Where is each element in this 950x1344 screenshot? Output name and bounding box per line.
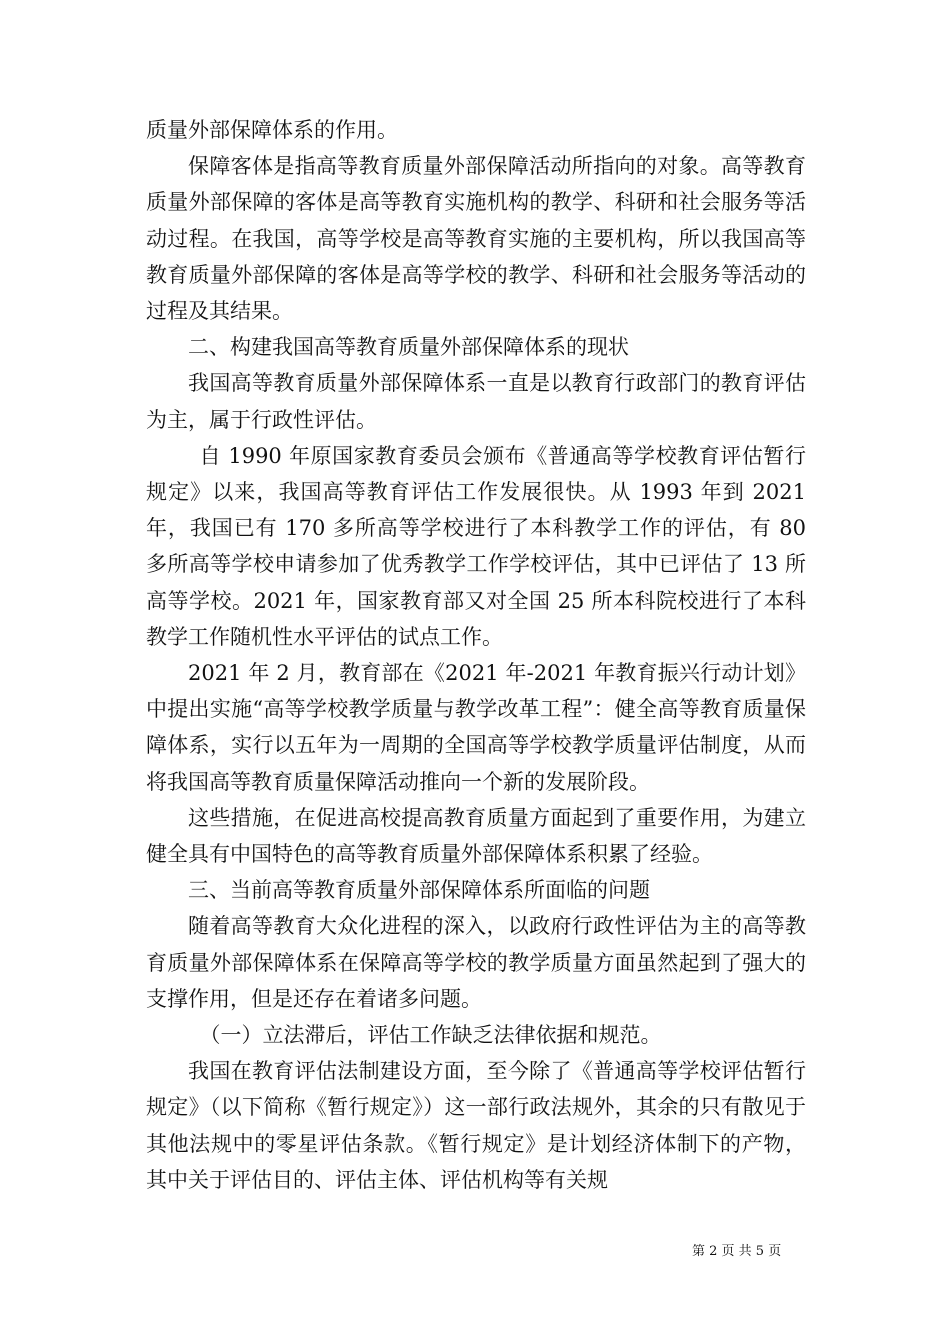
document-body xyxy=(146,112,806,1198)
paragraph: 质量外部保障体系的作用。 xyxy=(146,118,398,142)
paragraph: 我国高等教育质量外部保障体系一直是以教育行政部门的教育评估为主，属于行政性评估。 xyxy=(146,371,806,432)
paragraph: 这些措施，在促进高校提高教育质量方面起到了重要作用，为建立健全具有中国特色的高等教育质量外部保障体系积累了经验。 xyxy=(146,805,806,867)
paragraph: 保障客体是指高等教育质量外部保障活动所指向的对象。高等教育质量外部保障的客体是高等教育实施机构的教学、科研和社会服务等活动过程。在我国，高等学校是高等教育实施的主要机构，所以我国高等教育质量外部保障的客体是高等学校的教学、科研和社会服务等活动的过程及其结果。 xyxy=(146,154,806,324)
page-number: 第 2 页 共 5 页 xyxy=(692,1244,782,1259)
section-heading: 三、当前高等教育质量外部保障体系所面临的问题 xyxy=(188,878,650,903)
subsection-heading: （一）立法滞后，评估工作缺乏法律依据和规范。 xyxy=(199,1023,662,1048)
paragraph: 2021 年 2 月，教育部在《2021 年-2021 年教育振兴行动计划》中提出实施“高等学校教学质量与教学改革工程”：健全高等教育质量保障体系，实行以五年为一周期的全国高等学校教学质量评估制度，从而将我国高等教育质量保障活动推向一个新的发展阶段。 xyxy=(146,661,806,794)
paragraph: 自 1990 年原国家教育委员会颁布《普通高等学校教育评估暂行规定》以来，我国高等教育评估工作发展很快。从 1993 年到 2021 年，我国已有 170 多所高等学校进行了本科教学工作的评估，有 80 多所高等学校申请参加了优秀教学工作学校评估，其中已评估了 13 所高等学校。2021 年，国家教育部又对全国 25 所本科院校进行了本科教学工作随机性水平评估的试点工作。 xyxy=(146,443,806,649)
section-heading: 二、构建我国高等教育质量外部保障体系的现状 xyxy=(188,335,629,360)
paragraph: 我国在教育评估法制建设方面，至今除了《普通高等学校评估暂行规定》（以下简称《暂行规定》）这一部行政法规外，其余的只有散见于其他法规中的零星评估条款。《暂行规定》是计划经济体制下的产物，其中关于评估目的、评估主体、评估机构等有关规 xyxy=(146,1059,806,1192)
paragraph: 随着高等教育大众化进程的深入，以政府行政性评估为主的高等教育质量外部保障体系在保障高等学校的教学质量方面虽然起到了强大的支撑作用，但是还存在着诸多问题。 xyxy=(146,914,806,1011)
